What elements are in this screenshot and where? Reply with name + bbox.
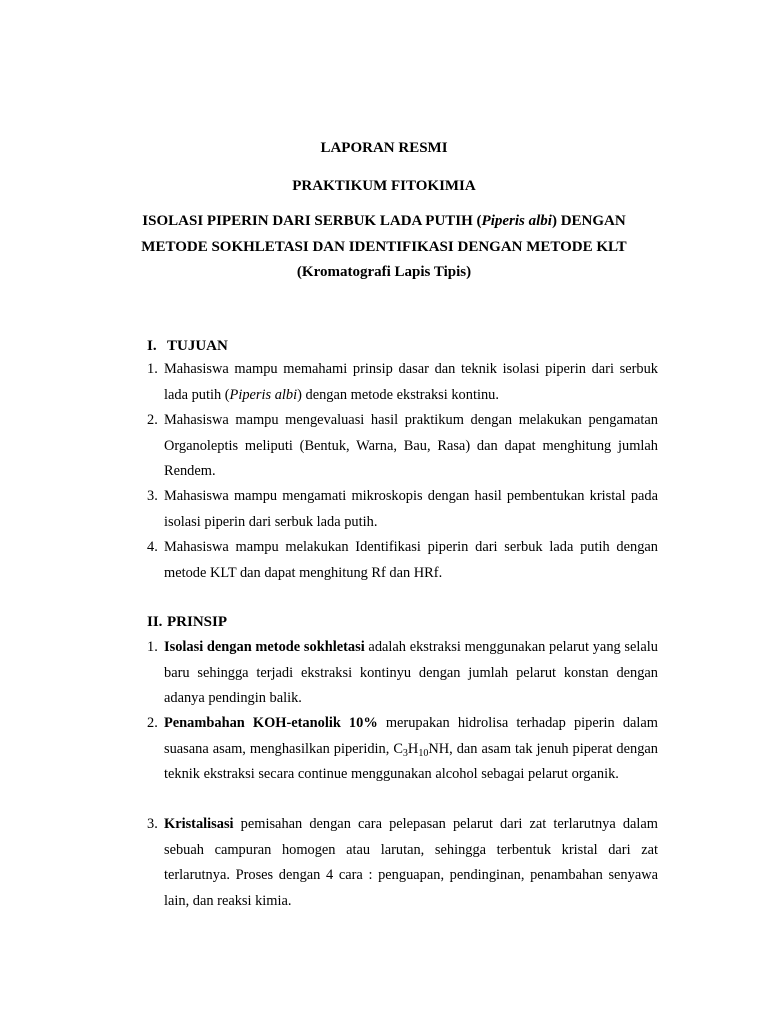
species-name-italic: Piperis albi (481, 213, 552, 229)
section-number: I. (147, 338, 157, 354)
item-number: 2. (147, 412, 158, 428)
subscript: 10 (418, 747, 429, 759)
item-text: Mahasiswa mampu melakukan Identifikasi piperin dari serbuk lada putih dengan metode KLT dan dapat menghitung Rf dan HRf. (164, 539, 658, 581)
item-number: 1. (147, 361, 158, 377)
species-name-italic: Piperis albi (229, 386, 298, 403)
item-number: 1. (147, 639, 158, 655)
prinsip-item-2 (147, 711, 658, 788)
tujuan-item-2 (147, 408, 658, 485)
experiment-title-line-1: ISOLASI PIPERIN DARI SERBUK LADA PUTIH (Piperis albi) DENGAN (142, 213, 626, 229)
section-heading-tujuan (147, 337, 228, 355)
item-text: Mahasiswa mampu mengamati mikroskopis dengan hasil pembentukan kristal pada isolasi piperin dari serbuk lada putih. (164, 488, 658, 530)
term-bold: Kristalisasi (164, 816, 234, 832)
item-text: Mahasiswa mampu mengevaluasi hasil praktikum dengan melakukan pengamatan Organoleptis meliputi (Bentuk, Warna, Bau, Rasa) dan dapat menghitung jumlah Rendem. (164, 412, 658, 480)
item-text: Isolasi dengan metode sokhletasi adalah ekstraksi menggunakan pelarut yang selalu baru sehingga terjadi ekstraksi kontinyu dengan jumlah pelarut konstan dengan adanya pendingin balik. (164, 639, 659, 707)
prinsip-item-3 (147, 812, 658, 914)
item-number: 3. (147, 816, 158, 832)
item-number: 2. (147, 715, 158, 731)
tujuan-item-4 (147, 535, 658, 586)
tujuan-item-3 (147, 484, 658, 535)
subscript: 3 (402, 747, 408, 759)
item-text: Kristalisasi pemisahan dengan cara pelepasan pelarut dari zat terlarutnya dalam sebuah campuran homogen atau larutan, sehingga terbentuk kristal dari zat terlarutnya. Proses dengan 4 cara : penguapan, pendinginan, penambahan senyawa lain, dan reaksi kimia. (164, 816, 658, 909)
term-bold: Isolasi dengan metode sokhletasi (164, 639, 365, 655)
section-number: II. (147, 614, 163, 630)
tujuan-item-1 (147, 357, 658, 408)
prinsip-item-1 (147, 635, 658, 712)
section-title: PRINSIP (167, 614, 228, 630)
item-number: 3. (147, 488, 158, 504)
experiment-title-line-3: (Kromatografi Lapis Tipis) (296, 264, 472, 280)
practicum-title: PRAKTIKUM FITOKIMIA (292, 178, 476, 194)
term-bold: Penambahan KOH-etanolik 10% (164, 715, 378, 731)
experiment-title-line-2: METODE SOKHLETASI DAN IDENTIFIKASI DENGAN METODE KLT (141, 239, 627, 255)
report-title: LAPORAN RESMI (320, 140, 448, 156)
item-text: Penambahan KOH-etanolik 10% merupakan hidrolisa terhadap piperin dalam suasana asam, menghasilkan piperidin, $C_3H_{10}NH$, dan asam tak jenuh piperat dengan teknik ekstraksi secara continue menggunakan alcohol sebagai pelarut organik. (164, 715, 659, 783)
item-number: 4. (147, 539, 158, 555)
section-title: TUJUAN (167, 338, 228, 354)
item-text: Mahasiswa mampu memahami prinsip dasar dan teknik isolasi piperin dari serbuk lada putih (Piperis albi) dengan metode ekstraksi kontinu. (164, 361, 658, 403)
section-heading-prinsip (147, 613, 227, 631)
